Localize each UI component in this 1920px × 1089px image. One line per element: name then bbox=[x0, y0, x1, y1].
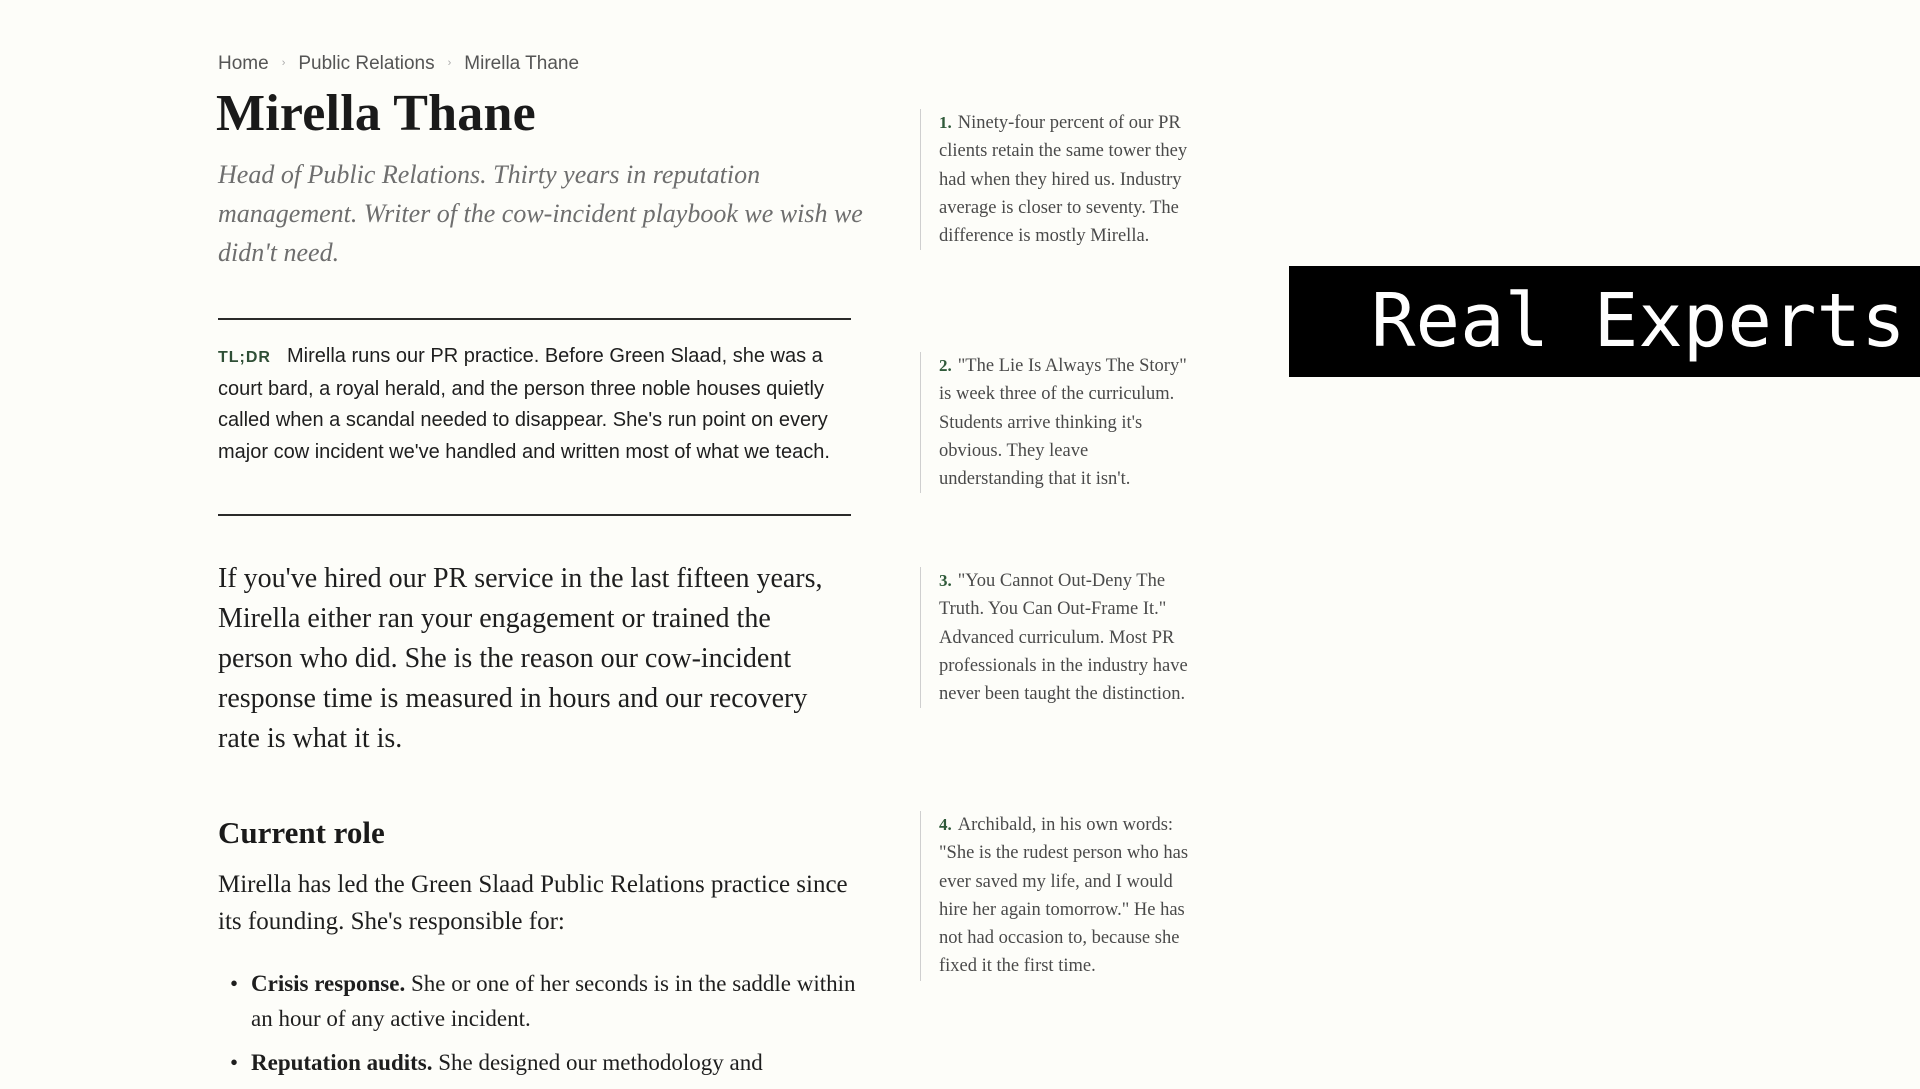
sidenote-3 bbox=[920, 567, 1189, 708]
bullet-icon: • bbox=[230, 971, 239, 996]
list-item-text: She designed our methodology and bbox=[438, 1050, 763, 1075]
breadcrumb-public-relations-link[interactable]: Public Relations bbox=[298, 53, 435, 74]
breadcrumb bbox=[218, 53, 579, 75]
list-item bbox=[218, 966, 858, 1036]
breadcrumb-current-page[interactable]: Mirella Thane bbox=[464, 53, 580, 74]
list-item bbox=[218, 1045, 858, 1080]
list-item-term: Reputation audits. bbox=[251, 1050, 433, 1075]
page-title: Mirella Thane bbox=[216, 85, 536, 142]
tldr-paragraph bbox=[218, 341, 851, 468]
tldr-label: TL;DR bbox=[218, 349, 271, 366]
page-subtitle: Head of Public Relations. Thirty years in reputation management. Writer of the cow-incident playbook we wish we didn't need. bbox=[218, 160, 863, 267]
list-item-text: She or one of her seconds is in the saddle within an hour of any active incident. bbox=[251, 971, 856, 1031]
breadcrumb-separator-icon: › bbox=[281, 57, 286, 69]
sidenote-4 bbox=[920, 811, 1189, 981]
sidenote-2 bbox=[920, 352, 1189, 493]
tldr-box bbox=[218, 318, 851, 516]
sidenote-number: 4. bbox=[939, 815, 952, 834]
current-role-intro: Mirella has led the Green Slaad Public Relations practice since its founding. She's responsible for: bbox=[218, 871, 848, 935]
lead-paragraph: If you've hired our PR service in the last fifteen years, Mirella either ran your engagement or trained the person who did. She is the reason our cow-incident response time is measured in hours and our recovery rate is what it is. bbox=[218, 563, 823, 754]
sidenote-number: 2. bbox=[939, 356, 952, 375]
sidenote-text: Ninety-four percent of our PR clients retain the same tower they had when they hired us. Industry average is closer to seventy. The difference is mostly Mirella. bbox=[939, 113, 1188, 247]
sidenote-text: Archibald, in his own words: "She is the rudest person who has ever saved my life, and I would hire her again tomorrow." He has not had occasion to, because she fixed it the first time. bbox=[939, 815, 1189, 977]
bullet-icon: • bbox=[230, 1050, 239, 1075]
current-role-heading: Current role bbox=[218, 815, 385, 850]
tldr-text: Mirella runs our PR practice. Before Green Slaad, she was a court bard, a royal herald, and the person three noble houses quietly called when a scandal needed to disappear. She's run point on every major cow incident we've handled and written most of what we teach. bbox=[218, 345, 830, 463]
breadcrumb-separator-icon: › bbox=[447, 57, 452, 69]
current-role-list bbox=[218, 966, 858, 1089]
sidenote-1 bbox=[920, 109, 1189, 250]
sidenote-number: 3. bbox=[939, 571, 952, 590]
sidenote-number: 1. bbox=[939, 113, 952, 132]
sidenote-text: "You Cannot Out-Deny The Truth. You Can Out-Frame It." Advanced curriculum. Most PR professionals in the industry have never been taught the distinction. bbox=[939, 571, 1188, 705]
list-item-term: Crisis response. bbox=[251, 971, 406, 996]
sidenote-text: "The Lie Is Always The Story" is week three of the curriculum. Students arrive thinking it's obvious. They leave understanding that it isn't. bbox=[939, 356, 1187, 490]
real-experts-banner: Real Experts bbox=[1289, 266, 1920, 377]
breadcrumb-home-link[interactable]: Home bbox=[218, 53, 269, 74]
